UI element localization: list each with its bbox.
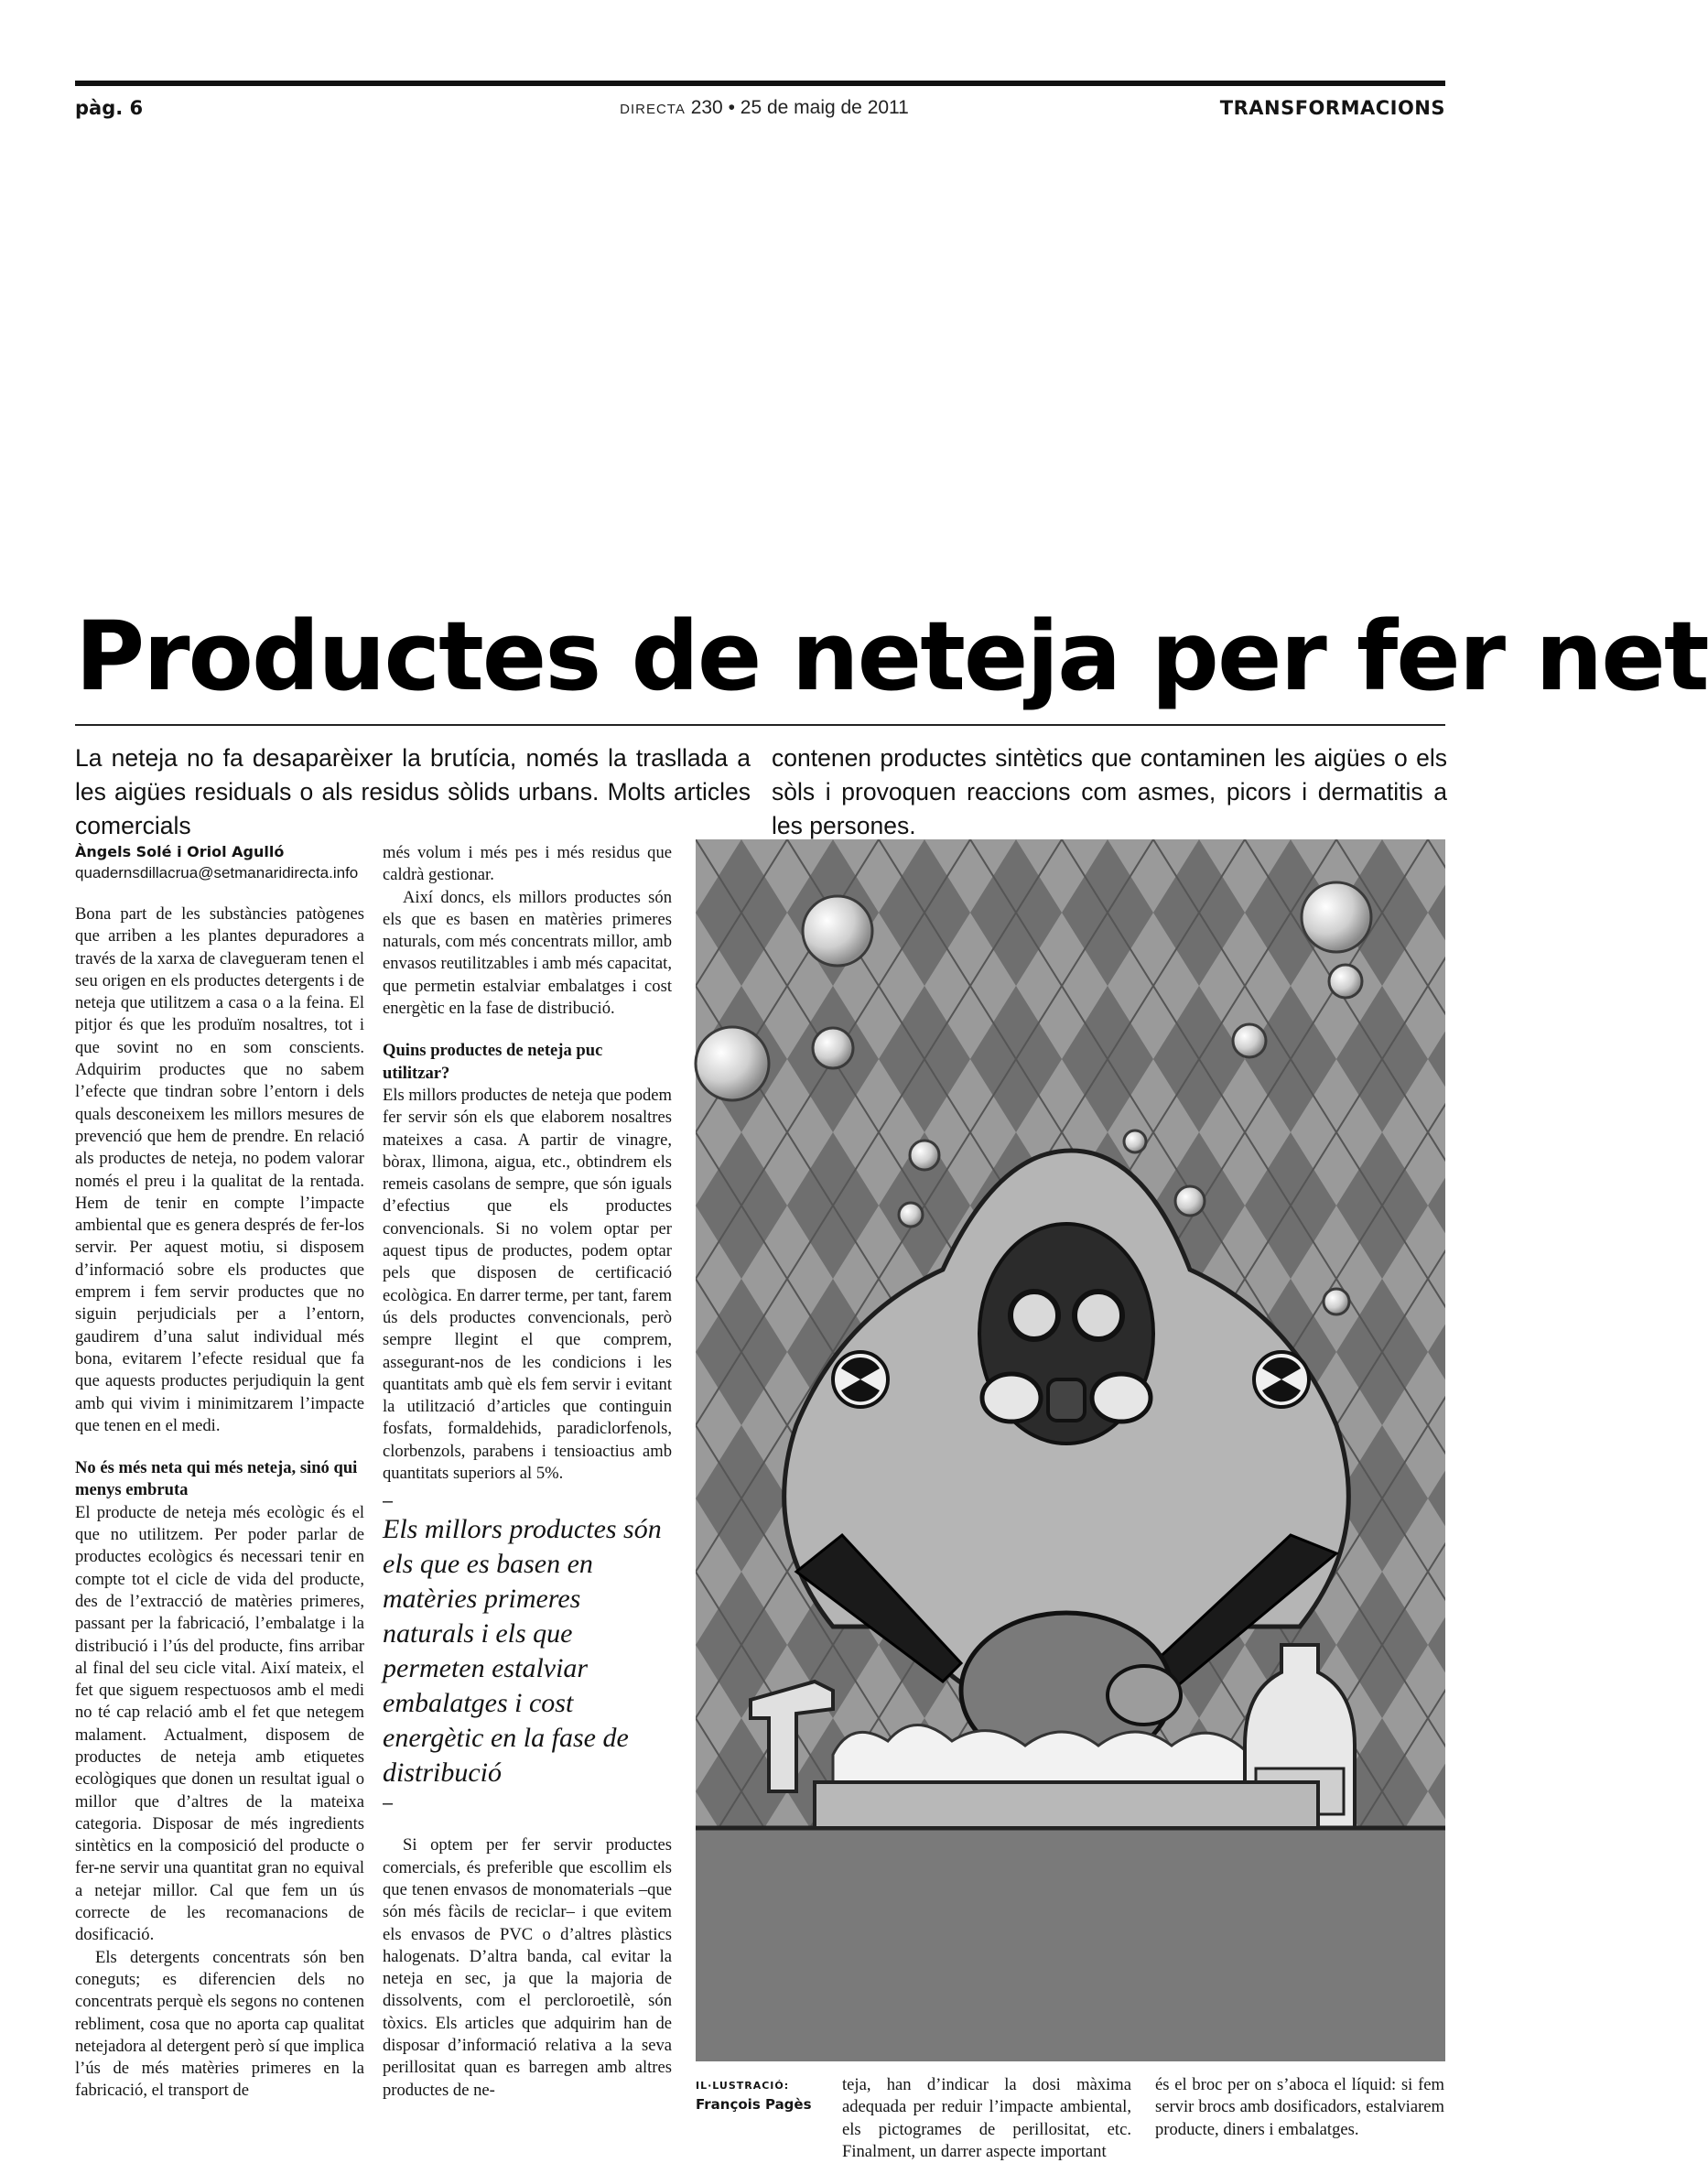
paragraph: Els detergents concentrats són ben coneguts; es diferencien dels no concentrats perquè els segons no contenen rebliment, cosa que no aporta cap qualitat netejadora al detergent però sí que implica l’ús de més matèries primeres en la fabricació, el transport de	[75, 1947, 364, 2101]
radiation-badge-right	[1254, 1352, 1309, 1407]
byline-email[interactable]: quadernsdillacrua@setmanaridirecta.info	[75, 864, 359, 881]
headline-rule	[75, 724, 1445, 726]
paragraph: més volum i més pes i més residus que caldrà gestionar.	[383, 843, 672, 885]
credit-artist: François Pagès	[696, 2096, 812, 2113]
bottom-column-4: és el broc per on s’aboca el líquid: si fem servir brocs amb dosificadors, estalviarem producte, diners i embalatges.	[1155, 2075, 1444, 2139]
lead-left: La neteja no fa desaparèixer la brutícia, només la trasllada a les aigües residuals o als residus sòlids urbans. Molts articles comercials	[75, 744, 751, 839]
radiation-badge-left	[833, 1352, 888, 1407]
pullquote-mark: –	[383, 1491, 394, 1512]
byline-authors: Àngels Solé i Oriol Agulló	[75, 843, 285, 860]
issue-date: 230 • 25 de maig de 2011	[690, 97, 909, 118]
section-name: TRANSFORMACIONS	[1219, 97, 1445, 119]
illustration	[696, 839, 1445, 2061]
publication-name: DIRECTA	[620, 102, 686, 117]
paragraph: Bona part de les substàncies patògenes que arriben a les plantes depuradores a través de la xarxa de clavegueram tenen el seu origen en els productes detergents i de neteja que utilitzem a casa o a la feina. El pitjor és que les produïm nosaltres, tot i que sovint no en som conscients. Adquirim productes que no sabem l’efecte que tindran sobre l’entorn i dels quals desconeixem les millors mesures de prevenció que hem de prendre. En relació als productes de neteja, no podem valorar només el preu i la qualitat de la rentada. Hem de tenir en compte l’impacte ambiental que es genera després de fer-los servir. Per aquest motiu, si disposem d’informació sobre els productes que emprem i fem servir productes que no siguin perjudicials per a l’entorn, gaudirem d’una salut individual més bona, evitarem l’efecte residual que fa que aquests productes perjudiquin la gent amb qui vivim i minimitzarem l’impacte que tenen en el medi.	[75, 904, 364, 1435]
article-column-2	[383, 842, 672, 2102]
pullquote-mark-end: –	[383, 1793, 394, 1814]
paragraph: Si optem per fer servir productes comercials, és preferible que escollim els que tenen envasos de monomaterials –que són més fàcils de reciclar– i que evitem els envasos de PVC o d’altres plàstics halogenats. D’altra banda, cal evitar la neteja en sec, ja que la majoria de dissolvents, com el percloroetilè, són tòxics. Els articles que adquirim han de disposar d’informació relativa a la seva perillositat quan es barregen amb altres productes de ne-	[383, 1835, 672, 2100]
illustration-artwork	[696, 839, 1445, 2061]
lead-right: contenen productes sintètics que contaminen les aigües o els sòls i provoquen reaccions com asmes, picors i dermatitis a les persones.	[772, 744, 1447, 839]
article-column-1	[75, 842, 364, 2103]
paragraph: El producte de neteja més ecològic és el que no utilitzem. Per poder parlar de productes ecològics és necessari tenir en compte tot el cicle de vida del producte, des de l’extracció de matèries primeres, passant per la fabricació, l’embalatge i la distribució i l’ús del producte, fins arribar al final del seu cicle vital. Així mateix, el fet que siguem respectuosos amb el medi no té cap relació amb el fet que netegem malament. Actualment, disposem de productes de neteja amb etiquetes ecològiques que donen un resultat igual o millor que d’altres de la mateixa categoria. Disposar de més ingredients sintètics en la composició del producte o fer-ne servir una quantitat gran no equival a netejar millor. Cal que fem un ús correcte de les recomanacions de dosificació.	[75, 1502, 364, 1945]
page-number: pàg. 6	[75, 97, 144, 119]
headline: Productes de neteja per fer net	[75, 600, 1708, 712]
bottom-column-3: teja, han d’indicar la dosi màxima adequada per reduir l’impacte ambiental, els pictogrames de perillositat, etc. Finalment, un darrer aspecte important	[842, 2075, 1131, 2161]
subheading: No és més neta qui més neteja, sinó qui menys embruta	[75, 1458, 358, 1500]
paragraph: Els millors productes de neteja que podem fer servir són els que elaborem nosaltres mateixes a casa. A partir de vinagre, bòrax, llimona, aigua, etc., obtindrem els remeis casolans de sempre, que són iguals d’efectius que els productes convencionals. Si no volem optar per aquest tipus de productes, podem optar pels que disposen de certificació ecològica. En darrer terme, per tant, farem ús dels productes convencionals, però sempre llegint el que comprem, assegurant-nos de les condicions i les quantitats amb què els fem servir i evitant la utilització d’articles que continguin fosfats, formaldehids, paradiclorfenols, clorbenzols, parabens i tensioactius amb quantitats superiors al 5%.	[383, 1085, 673, 1484]
illustration-credit	[696, 2076, 812, 2114]
paragraph: Així doncs, els millors productes són els que es basen en matèries primeres naturals, com més concentrats millor, amb envasos reutilitzables i amb més capacitat, que permetin estalviar embalatges i cost energètic en la fase de distribució.	[383, 887, 672, 1019]
pullquote: Els millors productes són els que es basen en matèries primeres naturals i els que permeten estalviar embalatges i cost energètic en la fase de distribució	[383, 1514, 662, 1789]
credit-label: IL·LUSTRACIÓ:	[696, 2080, 790, 2092]
subheading: Quins productes de neteja puc utilitzar?	[383, 1041, 603, 1083]
issue-info	[549, 97, 979, 119]
top-rule	[75, 81, 1445, 86]
